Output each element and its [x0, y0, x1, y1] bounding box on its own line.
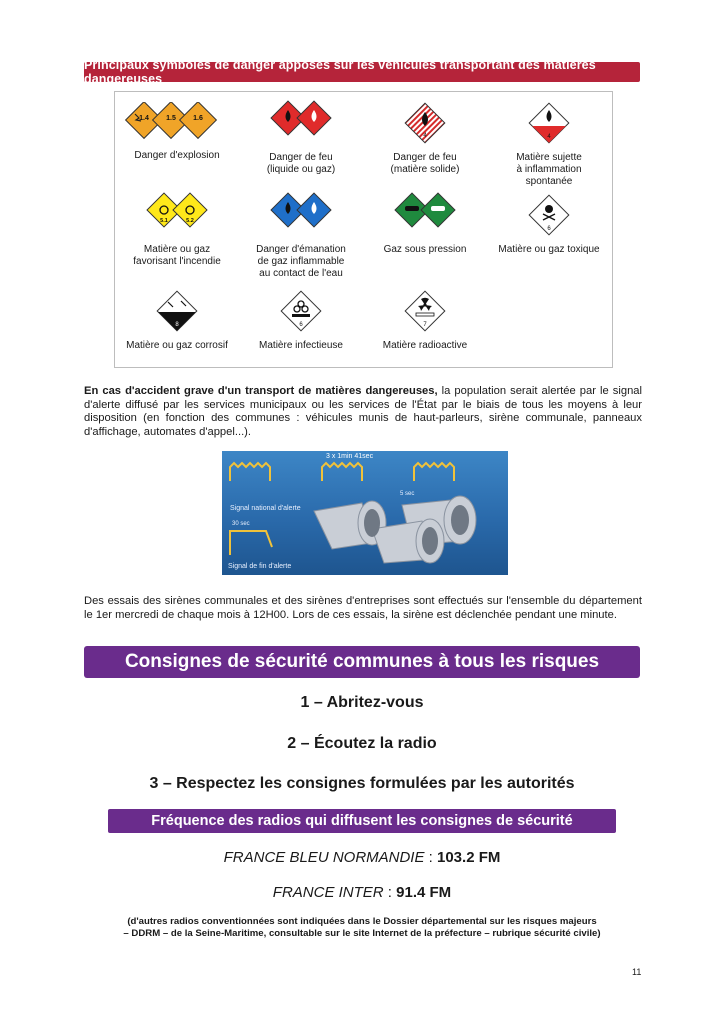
siren-illustration: [222, 451, 508, 575]
symbol-label: Gaz sous pression: [383, 244, 467, 255]
symbol-label: Matière ou gaz toxique: [498, 244, 600, 255]
safety-step-1: 1 – Abritez-vous: [300, 694, 424, 711]
svg-text:6: 6: [547, 226, 551, 232]
radioactive-diamond-icon: [402, 288, 448, 334]
skull-diamond-icon: [526, 192, 572, 238]
symbol-radioactive: [363, 288, 487, 352]
alert-paragraph: [84, 385, 642, 439]
section-title-safety-instructions: Consignes de sécurité communes à tous les risques: [84, 646, 640, 678]
radio-station: FRANCE INTER: [272, 884, 384, 901]
explosion-diamond-icon: [121, 102, 233, 144]
section-title-danger-symbols: Principaux symboles de danger apposés sur les véhicules transportant des matières dangereuses: [84, 62, 640, 82]
radio-separator: :: [424, 849, 437, 866]
svg-text:4: 4: [423, 133, 427, 139]
page-number: 11: [632, 967, 642, 977]
siren-pause-label: 5 sec: [400, 491, 415, 497]
symbol-explosion: [115, 102, 239, 162]
radio-separator: :: [383, 884, 397, 901]
biohazard-diamond-icon: [278, 288, 324, 334]
oxidizer-diamond-icon: [142, 192, 212, 238]
spontaneous-ignition-diamond-icon: [526, 100, 572, 146]
safety-step-2: 2 – Écoutez la radio: [287, 735, 437, 752]
symbol-corrosive: [115, 288, 239, 352]
symbol-label: Matière ou gaz corrosif: [126, 340, 228, 351]
symbol-compressed-gas: [363, 192, 487, 256]
flame-striped-diamond-icon: [402, 100, 448, 146]
symbol-label: Matière radioactive: [382, 340, 468, 351]
danger-symbols-panel: [114, 91, 613, 368]
symbol-spontaneous-ignition: [487, 100, 611, 188]
siren-duration-label: 3 x 1min 41sec: [326, 453, 374, 460]
safety-step-3: 3 – Respectez les consignes formulées par les autorités: [149, 775, 575, 792]
svg-text:8: 8: [175, 322, 179, 328]
svg-text:6: 6: [299, 322, 303, 328]
alert-text: la population serait alertée par le signal d'alerte diffusé par les services municipaux ou les services de l'État par le biais de tous les moyens à leur disposition (en fonction des communes : véhicules munis de haut-parleurs, sirène communale, panneaux d'affichage, automates d'appel...).: [84, 385, 642, 438]
svg-text:1.4: 1.4: [139, 115, 149, 122]
water-reactive-diamond-icon: [266, 192, 336, 238]
svg-text:1.6: 1.6: [193, 115, 203, 122]
symbol-flammable-solid: [363, 100, 487, 176]
radio-footnote: (d'autres radios conventionnées sont indiquées dans le Dossier départemental sur les risques majeurs – DDRM – de la Seine-Maritime, consultable sur le site Internet de la préfecture – rubrique sécurité civile): [123, 916, 601, 939]
symbol-flammable-liquid: [239, 100, 363, 176]
siren-national-label: Signal national d'alerte: [230, 505, 301, 512]
gas-cylinder-diamond-icon: [390, 192, 460, 238]
section-title-radio-frequencies: Fréquence des radios qui diffusent les consignes de sécurité: [108, 809, 616, 833]
symbol-label: Danger de feu (liquide ou gaz): [266, 152, 336, 175]
svg-text:5.1: 5.1: [160, 218, 168, 224]
radio-line-france-inter: [84, 884, 640, 901]
symbol-label: Danger d'émanation de gaz inflammable au contact de l'eau: [256, 244, 346, 279]
symbol-infectious: [239, 288, 363, 352]
radio-line-france-bleu: [84, 849, 640, 866]
radio-frequency: 103.2 FM: [437, 849, 501, 866]
symbol-label: Matière sujette à inflammation spontanée: [516, 152, 582, 187]
symbol-oxidizer: [115, 192, 239, 268]
svg-text:1.5: 1.5: [166, 115, 176, 122]
radio-frequency: 91.4 FM: [396, 884, 452, 901]
symbol-label: Danger d'explosion: [134, 150, 220, 161]
symbol-water-reactive: [239, 192, 363, 280]
svg-text:5.2: 5.2: [186, 218, 194, 224]
svg-text:7: 7: [423, 322, 427, 328]
flame-red-diamond-icon: [266, 100, 336, 146]
corrosive-diamond-icon: [154, 288, 200, 334]
symbol-label: Matière ou gaz favorisant l'incendie: [133, 244, 221, 267]
symbol-label: Danger de feu (matière solide): [390, 152, 460, 175]
alert-bold-intro: En cas d'accident grave d'un transport de matières dangereuses,: [84, 385, 438, 397]
siren-signal-diagram: [222, 451, 508, 575]
siren-end-label: Signal de fin d'alerte: [228, 563, 292, 570]
symbol-label: Matière infectieuse: [259, 340, 343, 351]
siren-end-duration: 30 sec: [232, 521, 250, 527]
radio-station: FRANCE BLEU NORMANDIE: [223, 849, 425, 866]
svg-text:4: 4: [547, 134, 551, 140]
siren-tests-paragraph: Des essais des sirènes communales et des sirènes d'entreprises sont effectués sur l'ensemble du département le 1er mercredi de chaque mois à 12H00. Lors de ces essais, la sirène est déclenchée pendant une minute.: [84, 595, 642, 621]
symbol-toxic: [487, 192, 611, 256]
